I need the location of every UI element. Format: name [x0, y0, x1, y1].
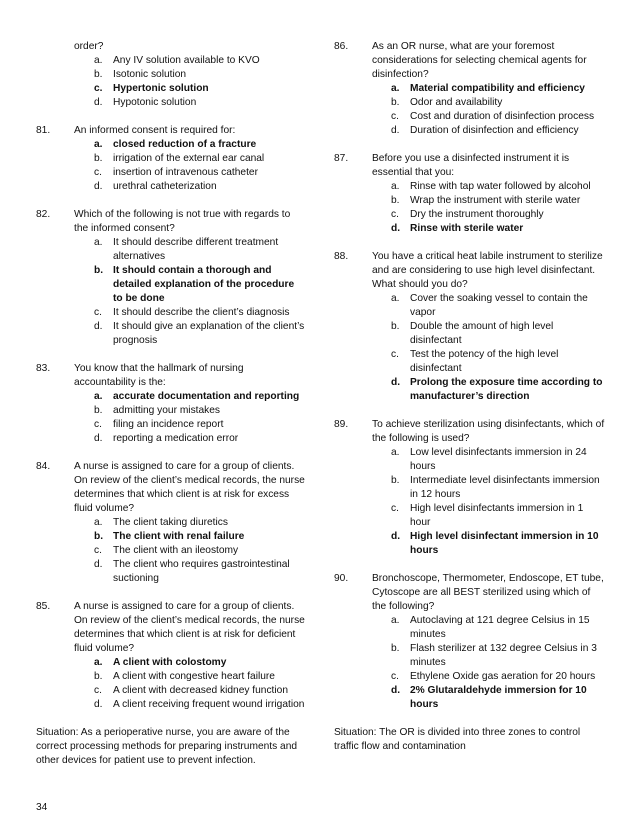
option-text: Intermediate level disinfectants immersion in 12 hours — [410, 475, 600, 500]
option-letter: c. — [391, 503, 399, 514]
answer-options — [334, 180, 606, 236]
option-text: reporting a medication error — [113, 433, 239, 444]
question-86 — [334, 40, 606, 138]
answer-option — [36, 404, 306, 418]
option-text: A client with colostomy — [113, 657, 227, 668]
option-letter: b. — [94, 265, 104, 276]
right-column — [334, 40, 606, 754]
answer-options — [36, 236, 306, 348]
question-84 — [36, 460, 306, 586]
option-text: A client with decreased kidney function — [113, 685, 288, 696]
answer-option — [36, 166, 306, 180]
option-text: Wrap the instrument with sterile water — [410, 195, 581, 206]
option-text: Isotonic solution — [113, 69, 187, 80]
option-letter: d. — [391, 223, 401, 234]
option-text: Material compatibility and efficiency — [410, 83, 585, 94]
answer-option — [334, 348, 606, 376]
answer-options — [36, 138, 306, 194]
option-letter: b. — [391, 97, 400, 108]
option-text: The client with an ileostomy — [113, 545, 239, 556]
question-90 — [334, 572, 606, 712]
option-text: Cover the soaking vessel to contain the vapor — [410, 293, 588, 318]
option-text: It should describe different treatment alternatives — [113, 237, 279, 262]
answer-option — [36, 670, 306, 684]
option-letter: a. — [391, 615, 400, 626]
question-number: 84. — [36, 461, 51, 472]
option-letter: d. — [94, 699, 103, 710]
answer-option — [334, 642, 606, 670]
option-text: closed reduction of a fracture — [113, 139, 257, 150]
answer-option — [36, 432, 306, 446]
question-85 — [36, 600, 306, 712]
option-text: insertion of intravenous catheter — [113, 167, 258, 178]
answer-option — [334, 670, 606, 684]
answer-options — [334, 292, 606, 404]
option-text: Test the potency of the high level disinfectant — [410, 349, 559, 374]
page-number: 34 — [36, 802, 48, 813]
situation-text: Situation: The OR is divided into three zones to control traffic flow and contamination — [334, 727, 581, 752]
answer-option — [334, 124, 606, 138]
option-text: irrigation of the external ear canal — [113, 153, 265, 164]
option-text: accurate documentation and reporting — [113, 391, 300, 402]
answer-option — [36, 320, 306, 348]
situation-text: Situation: As a perioperative nurse, you are aware of the correct processing methods for preparing instruments and other devices for patient use to prevent infection. — [36, 727, 298, 766]
option-text: Duration of disinfection and efficiency — [410, 125, 579, 136]
answer-option — [334, 110, 606, 124]
option-letter: d. — [94, 321, 103, 332]
correct-answer-option — [334, 684, 606, 712]
correct-answer-option — [36, 656, 306, 670]
option-text: Any IV solution available to KVO — [113, 55, 260, 66]
question-text: order? — [74, 41, 104, 52]
answer-option — [334, 96, 606, 110]
question-text: Bronchoscope, Thermometer, Endoscope, ET tube, Cytoscope are all BEST sterilized using which of the following? — [372, 573, 604, 612]
option-letter: a. — [94, 139, 103, 150]
answer-option — [334, 614, 606, 642]
option-text: A client with congestive heart failure — [113, 671, 275, 682]
answer-options — [36, 54, 306, 110]
answer-option — [36, 516, 306, 530]
question-text: An informed consent is required for: — [74, 125, 236, 136]
question-text: A nurse is assigned to care for a group of clients. On review of the client’s medical records, the nurse determines that which client is at risk for deficient fluid volume? — [74, 601, 305, 654]
question-text: You know that the hallmark of nursing accountability is the: — [74, 363, 244, 388]
option-letter: a. — [391, 447, 400, 458]
answer-options — [334, 82, 606, 138]
option-text: urethral catheterization — [113, 181, 217, 192]
question-number: 83. — [36, 363, 51, 374]
correct-answer-option — [334, 82, 606, 96]
correct-answer-option — [36, 138, 306, 152]
option-letter: b. — [94, 69, 103, 80]
correct-answer-option — [334, 530, 606, 558]
option-letter: d. — [94, 181, 103, 192]
option-text: Double the amount of high level disinfectant — [410, 321, 554, 346]
answer-options — [36, 390, 306, 446]
answer-option — [36, 418, 306, 432]
answer-options — [334, 614, 606, 712]
option-letter: a. — [94, 517, 103, 528]
option-text: The client taking diuretics — [113, 517, 228, 528]
option-text: 2% Glutaraldehyde immersion for 10 hours — [410, 685, 587, 710]
question-89 — [334, 418, 606, 558]
answer-option — [334, 474, 606, 502]
option-letter: b. — [391, 475, 400, 486]
question-number: 87. — [334, 153, 349, 164]
option-letter: d. — [391, 685, 401, 696]
option-text: It should contain a thorough and detailed explanation of the procedure to be done — [113, 265, 295, 304]
question-number: 90. — [334, 573, 349, 584]
question-88 — [334, 250, 606, 404]
answer-option — [334, 292, 606, 320]
option-letter: b. — [391, 321, 400, 332]
left-column — [36, 40, 306, 768]
option-text: Cost and duration of disinfection process — [410, 111, 595, 122]
option-letter: d. — [391, 531, 401, 542]
answer-option — [334, 208, 606, 222]
answer-option — [36, 152, 306, 166]
option-letter: c. — [94, 685, 102, 696]
option-letter: d. — [94, 97, 103, 108]
question-text: To achieve sterilization using disinfectants, which of the following is used? — [372, 419, 605, 444]
answer-option — [334, 502, 606, 530]
option-text: It should describe the client’s diagnosis — [113, 307, 290, 318]
option-text: Rinse with tap water followed by alcohol — [410, 181, 591, 192]
question-number: 85. — [36, 601, 51, 612]
option-text: High level disinfectants immersion in 1 hour — [410, 503, 584, 528]
answer-option — [36, 544, 306, 558]
option-text: A client receiving frequent wound irrigation — [113, 699, 305, 710]
question-number: 81. — [36, 125, 51, 136]
option-letter: c. — [94, 167, 102, 178]
option-text: High level disinfectant immersion in 10 hours — [410, 531, 599, 556]
option-letter: b. — [94, 671, 103, 682]
option-text: Ethylene Oxide gas aeration for 20 hours — [410, 671, 596, 682]
option-text: Odor and availability — [410, 97, 503, 108]
answer-option — [334, 446, 606, 474]
option-letter: d. — [94, 559, 103, 570]
question-text: As an OR nurse, what are your foremost considerations for selecting chemical agents for disinfection? — [372, 41, 587, 80]
option-text: Rinse with sterile water — [410, 223, 524, 234]
question-continuation — [36, 40, 306, 110]
option-text: The client with renal failure — [113, 531, 245, 542]
option-text: Low level disinfectants immersion in 24 hours — [410, 447, 587, 472]
option-text: Prolong the exposure time according to manufacturer’s direction — [410, 377, 603, 402]
correct-answer-option — [36, 390, 306, 404]
answer-option — [334, 194, 606, 208]
option-letter: d. — [391, 125, 400, 136]
option-letter: b. — [391, 195, 400, 206]
option-text: Hypertonic solution — [113, 83, 209, 94]
answer-option — [36, 180, 306, 194]
option-letter: a. — [391, 181, 400, 192]
question-text: You have a critical heat labile instrument to sterilize and are considering to use high level disinfectant. What should you do? — [372, 251, 603, 290]
option-text: It should give an explanation of the client’s prognosis — [113, 321, 305, 346]
option-text: Hypotonic solution — [113, 97, 197, 108]
answer-option — [334, 320, 606, 348]
correct-answer-option — [36, 530, 306, 544]
answer-option — [36, 68, 306, 82]
question-number: 82. — [36, 209, 51, 220]
option-letter: c. — [94, 419, 102, 430]
option-letter: a. — [94, 55, 103, 66]
option-text: Dry the instrument thoroughly — [410, 209, 544, 220]
option-text: The client who requires gastrointestinal suctioning — [113, 559, 290, 584]
option-letter: c. — [391, 671, 399, 682]
question-number: 86. — [334, 41, 349, 52]
answer-option — [36, 96, 306, 110]
question-81 — [36, 124, 306, 194]
option-letter: c. — [391, 111, 399, 122]
option-letter: a. — [94, 237, 103, 248]
option-letter: c. — [391, 349, 399, 360]
option-letter: b. — [94, 153, 103, 164]
question-number: 88. — [334, 251, 349, 262]
answer-options — [36, 656, 306, 712]
option-text: Autoclaving at 121 degree Celsius in 15 minutes — [410, 615, 590, 640]
option-letter: b. — [391, 643, 400, 654]
answer-option — [36, 306, 306, 320]
question-82 — [36, 208, 306, 348]
answer-option — [36, 54, 306, 68]
answer-option — [36, 558, 306, 586]
question-text: Which of the following is not true with regards to the informed consent? — [74, 209, 291, 234]
option-letter: a. — [391, 293, 400, 304]
correct-answer-option — [36, 82, 306, 96]
answer-options — [36, 516, 306, 586]
question-87 — [334, 152, 606, 236]
option-letter: a. — [94, 391, 103, 402]
question-text: Before you use a disinfected instrument it is essential that you: — [372, 153, 570, 178]
correct-answer-option — [334, 222, 606, 236]
option-text: admitting your mistakes — [113, 405, 221, 416]
option-text: Flash sterilizer at 132 degree Celsius in 3 minutes — [410, 643, 597, 668]
option-letter: d. — [391, 377, 401, 388]
question-text: A nurse is assigned to care for a group of clients. On review of the client’s medical records, the nurse determines that which client is at risk for excess fluid volume? — [74, 461, 305, 514]
answer-options — [334, 446, 606, 558]
option-letter: b. — [94, 405, 103, 416]
question-number: 89. — [334, 419, 349, 430]
answer-option — [36, 698, 306, 712]
option-letter: c. — [94, 307, 102, 318]
answer-option — [36, 236, 306, 264]
correct-answer-option — [334, 376, 606, 404]
option-letter: b. — [94, 531, 104, 542]
option-letter: d. — [94, 433, 103, 444]
correct-answer-option — [36, 264, 306, 306]
option-letter: a. — [94, 657, 103, 668]
option-letter: c. — [94, 545, 102, 556]
option-letter: a. — [391, 83, 400, 94]
question-83 — [36, 362, 306, 446]
answer-option — [36, 684, 306, 698]
answer-option — [334, 180, 606, 194]
option-letter: c. — [391, 209, 399, 220]
option-text: filing an incidence report — [113, 419, 224, 430]
option-letter: c. — [94, 83, 103, 94]
